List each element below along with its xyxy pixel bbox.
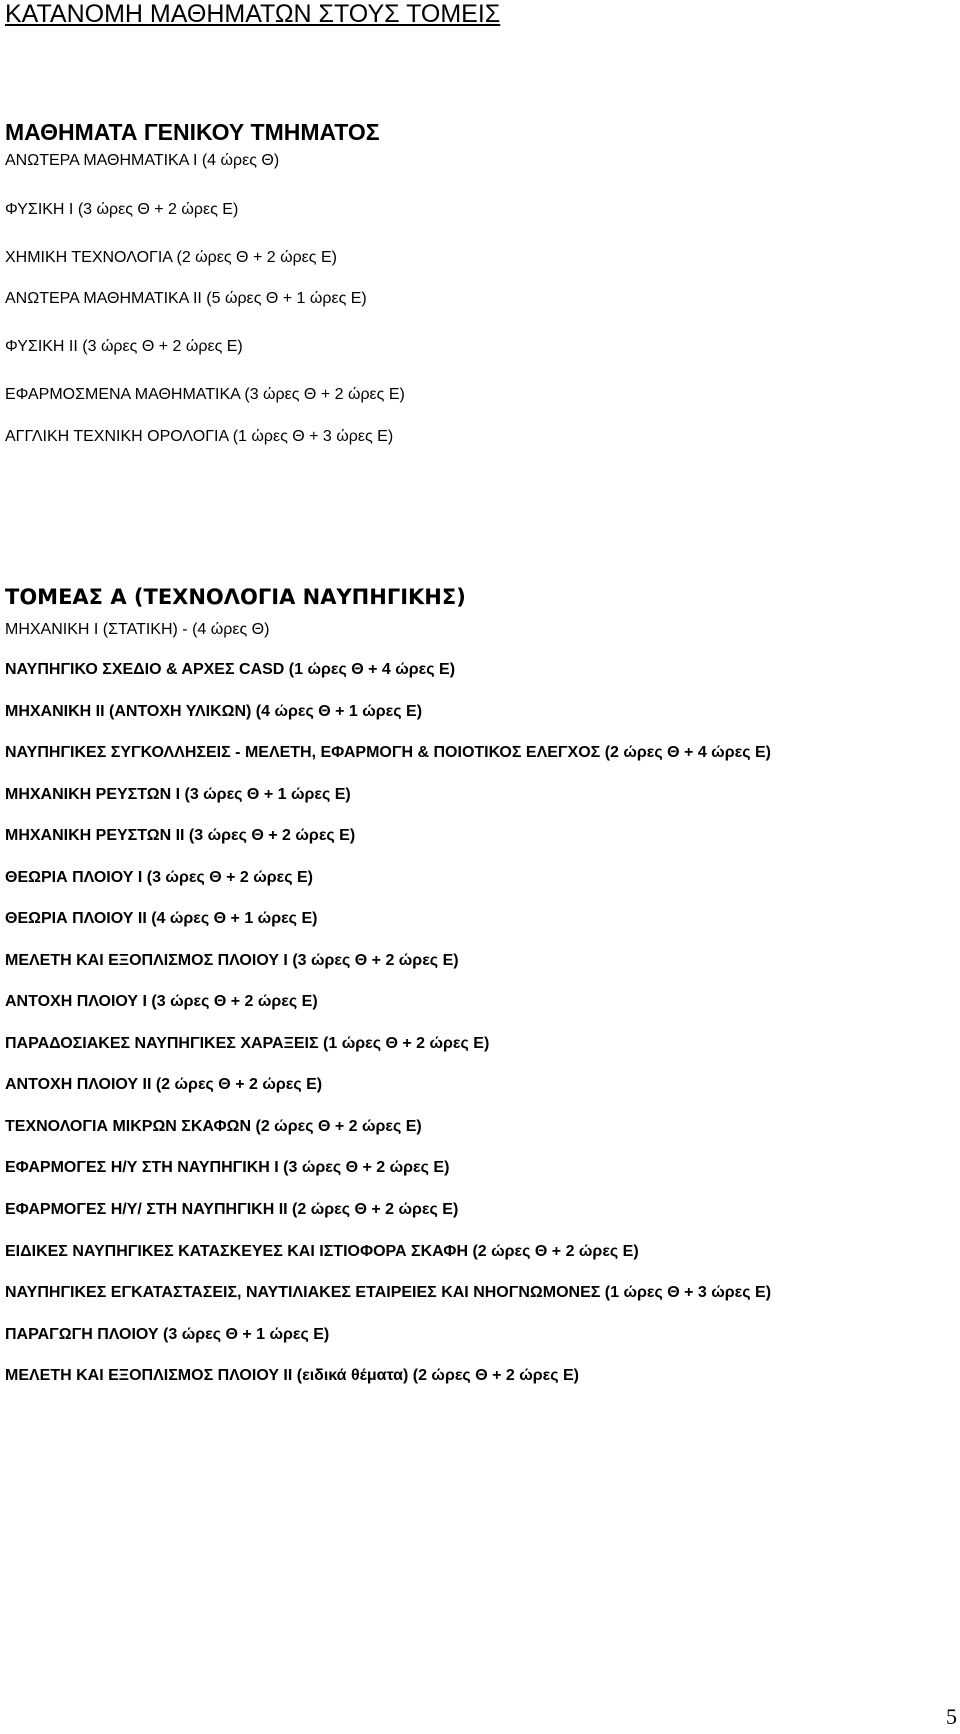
sector-a-heading: ΤΟΜΕΑΣ Α (ΤΕΧΝΟΛΟΓΙΑ ΝΑΥΠΗΓΙΚΗΣ) [5,585,466,609]
course-item: ΜΗΧΑΝΙΚΗ ΡΕΥΣΤΩΝ Ι (3 ώρες Θ + 1 ώρες Ε) [5,786,351,803]
course-item: ΜΗΧΑΝΙΚΗ ΡΕΥΣΤΩΝ ΙΙ (3 ώρες Θ + 2 ώρες Ε) [5,827,356,844]
course-item: ΕΦΑΡΜΟΓΕΣ Η/Υ/ ΣΤΗ ΝΑΥΠΗΓΙΚΗ ΙΙ (2 ώρες Θ + 2 ώρες Ε) [5,1201,459,1218]
course-item: ΝΑΥΠΗΓΙΚΕΣ ΣΥΓΚΟΛΛΗΣΕΙΣ - ΜΕΛΕΤΗ, ΕΦΑΡΜΟΓΗ & ΠΟΙΟΤΙΚΟΣ ΕΛΕΓΧΟΣ (2 ώρες Θ + 4 ώρες Ε) [5,744,771,761]
course-item: ΜΗΧΑΝΙΚΗ ΙΙ (ΑΝΤΟΧΗ ΥΛΙΚΩΝ) (4 ώρες Θ + 1 ώρες Ε) [5,703,423,720]
course-item: ΝΑΥΠΗΓΙΚΕΣ ΕΓΚΑΤΑΣΤΑΣΕΙΣ, ΝΑΥΤΙΛΙΑΚΕΣ ΕΤΑΙΡΕΙΕΣ ΚΑΙ ΝΗΟΓΝΩΜΟΝΕΣ (1 ώρες Θ + 3 ώρες Ε) [5,1284,772,1301]
course-item: ΜΕΛΕΤΗ ΚΑΙ ΕΞΟΠΛΙΣΜΟΣ ΠΛΟΙΟΥ ΙΙ (ειδικά θέματα) (2 ώρες Θ + 2 ώρες Ε) [5,1367,579,1384]
course-item: ΜΕΛΕΤΗ ΚΑΙ ΕΞΟΠΛΙΣΜΟΣ ΠΛΟΙΟΥ Ι (3 ώρες Θ + 2 ώρες Ε) [5,952,459,969]
course-item: ΜΗΧΑΝΙΚΗ Ι (ΣΤΑΤΙΚΗ) - (4 ώρες Θ) [5,621,270,638]
course-item: ΑΝΩΤΕΡΑ ΜΑΘΗΜΑΤΙΚΑ Ι (4 ώρες Θ) [5,152,280,169]
course-item: ΘΕΩΡΙΑ ΠΛΟΙΟΥ ΙΙ (4 ώρες Θ + 1 ώρες Ε) [5,910,318,927]
course-item: ΦΥΣΙΚΗ Ι (3 ώρες Θ + 2 ώρες Ε) [5,201,239,218]
course-item: ΕΦΑΡΜΟΓΕΣ Η/Υ ΣΤΗ ΝΑΥΠΗΓΙΚΗ Ι (3 ώρες Θ + 2 ώρες Ε) [5,1159,450,1176]
course-item: ΝΑΥΠΗΓΙΚΟ ΣΧΕΔΙΟ & ΑΡΧΕΣ CASD (1 ώρες Θ + 4 ώρες Ε) [5,661,456,678]
course-item: ΤΕΧΝΟΛΟΓΙΑ ΜΙΚΡΩΝ ΣΚΑΦΩΝ (2 ώρες Θ + 2 ώρες Ε) [5,1118,422,1135]
general-section-heading: ΜΑΘΗΜΑΤΑ ΓΕΝΙΚΟΥ ΤΜΗΜΑΤΟΣ [5,119,380,145]
course-item: ΑΝΤΟΧΗ ΠΛΟΙΟΥ ΙΙ (2 ώρες Θ + 2 ώρες Ε) [5,1076,323,1093]
course-item: ΕΦΑΡΜΟΣΜΕΝΑ ΜΑΘΗΜΑΤΙΚΑ (3 ώρες Θ + 2 ώρες Ε) [5,386,405,403]
document-title: ΚΑΤΑΝΟΜΗ ΜΑΘΗΜΑΤΩΝ ΣΤΟΥΣ ΤΟΜΕΙΣ [5,0,501,28]
course-item: ΑΝΤΟΧΗ ΠΛΟΙΟΥ Ι (3 ώρες Θ + 2 ώρες Ε) [5,993,318,1010]
course-item: ΕΙΔΙΚΕΣ ΝΑΥΠΗΓΙΚΕΣ ΚΑΤΑΣΚΕΥΕΣ ΚΑΙ ΙΣΤΙΟΦΟΡΑ ΣΚΑΦΗ (2 ώρες Θ + 2 ώρες Ε) [5,1243,639,1260]
course-item: ΘΕΩΡΙΑ ΠΛΟΙΟΥ Ι (3 ώρες Θ + 2 ώρες Ε) [5,869,313,886]
course-item: ΑΝΩΤΕΡΑ ΜΑΘΗΜΑΤΙΚΑ ΙΙ (5 ώρες Θ + 1 ώρες Ε) [5,290,367,307]
course-item: ΑΓΓΛΙΚΗ ΤΕΧΝΙΚΗ ΟΡΟΛΟΓΙΑ (1 ώρες Θ + 3 ώρες Ε) [5,428,394,445]
page-number: 5 [946,1704,957,1729]
course-item: ΠΑΡΑΓΩΓΗ ΠΛΟΙΟΥ (3 ώρες Θ + 1 ώρες Ε) [5,1326,330,1343]
course-item: ΧΗΜΙΚΗ ΤΕΧΝΟΛΟΓΙΑ (2 ώρες Θ + 2 ώρες Ε) [5,249,337,266]
course-item: ΠΑΡΑΔΟΣΙΑΚΕΣ ΝΑΥΠΗΓΙΚΕΣ ΧΑΡΑΞΕΙΣ (1 ώρες Θ + 2 ώρες Ε) [5,1035,490,1052]
course-item: ΦΥΣΙΚΗ ΙΙ (3 ώρες Θ + 2 ώρες Ε) [5,338,243,355]
